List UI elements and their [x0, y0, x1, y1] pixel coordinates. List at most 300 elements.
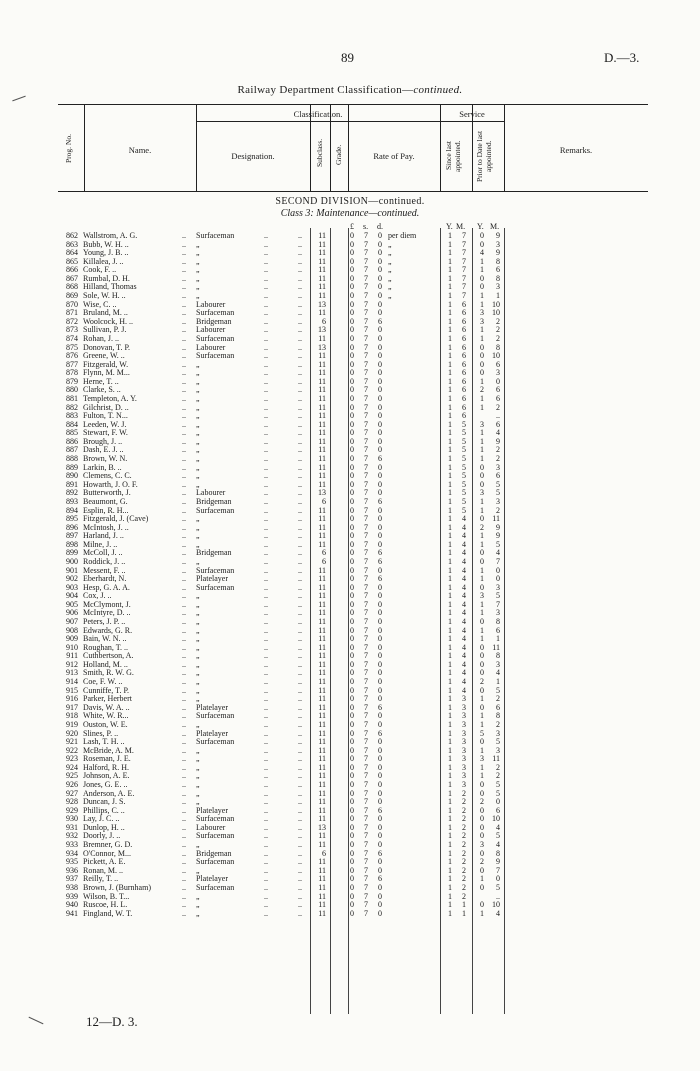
cell-subclass: 11: [318, 694, 326, 704]
cell-name: White, W. R...: [83, 711, 129, 721]
cell-prior-months: 6: [496, 385, 500, 395]
cell-since-months: 2: [462, 831, 466, 841]
table-row: 887 Dash, E. J. .. „ 11 0 7 0 1 5 1 2 .. .. ..: [58, 446, 658, 455]
cell-pay-shillings: 7: [364, 539, 368, 549]
cell-subclass: 11: [318, 411, 326, 421]
cell-pay-pounds: 0: [350, 316, 354, 326]
cell-prior-months: 11: [492, 514, 500, 524]
cell-designation: „: [196, 865, 200, 875]
cell-prior-months: 5: [496, 488, 500, 498]
cell-pay-pounds: 0: [350, 719, 354, 729]
cell-since-months: 6: [462, 376, 466, 386]
cell-since-months: 7: [462, 291, 466, 301]
table-row: 933 Bremner, G. D. „ 11 0 7 0 1 2 3 4 .. .. ..: [58, 841, 658, 850]
cell-since-years: 1: [448, 359, 452, 369]
cell-pay-pounds: 0: [350, 745, 354, 755]
cell-prior-months: 4: [496, 840, 500, 850]
cell-pay-pence: 0: [378, 333, 382, 343]
cell-pay-shillings: 7: [364, 668, 368, 678]
cell-since-years: 1: [448, 428, 452, 438]
cell-prog-no: 929: [66, 805, 78, 815]
cell-since-months: 5: [462, 419, 466, 429]
cell-pay-shillings: 7: [364, 677, 368, 687]
cell-prog-no: 870: [66, 299, 78, 309]
cell-pay-shillings: 7: [364, 634, 368, 644]
cell-prior-months: 3: [496, 745, 500, 755]
cell-prior-months: 9: [496, 522, 500, 532]
table-row: 936 Ronan, M. .. „ 11 0 7 0 1 2 0 7 .. .. ..: [58, 867, 658, 876]
cell-pay-shillings: 7: [364, 282, 368, 292]
table-row: 876 Greene, W. .. Surfaceman 11 0 7 0 1 6 0 10 .. .. ..: [58, 352, 658, 361]
cell-designation: „: [196, 239, 200, 249]
cell-pay-shillings: 7: [364, 900, 368, 910]
cell-pay-pounds: 0: [350, 454, 354, 464]
cell-pay-shillings: 7: [364, 874, 368, 884]
cell-subclass: 11: [318, 428, 326, 438]
cell-since-years: 1: [448, 599, 452, 609]
cell-pay-pence: 0: [378, 531, 382, 541]
cell-prior-months: 10: [492, 299, 500, 309]
header-classification: Classification.: [293, 109, 343, 119]
cell-designation: „: [196, 359, 200, 369]
table-row: 878 Flynn, M. M... „ 11 0 7 0 1 6 0 3 .. .. ..: [58, 369, 658, 378]
cell-prior-months: 9: [496, 436, 500, 446]
cell-pay-pounds: 0: [350, 428, 354, 438]
cell-prior-months: 6: [496, 359, 500, 369]
cell-prog-no: 867: [66, 273, 78, 283]
cell-subclass: 13: [318, 342, 326, 352]
cell-prog-no: 913: [66, 668, 78, 678]
header-grade: Grade.: [334, 144, 343, 166]
cell-pay-pounds: 0: [350, 617, 354, 627]
cell-since-months: 4: [462, 556, 466, 566]
table-row: 941 Fingland, W. T. „ 11 0 7 0 1 1 1 4 .. .. ..: [58, 910, 658, 919]
cell-prior-months: 2: [496, 694, 500, 704]
cell-pay-pounds: 0: [350, 780, 354, 789]
cell-since-years: 1: [448, 376, 452, 386]
cell-subclass: 11: [318, 805, 326, 815]
cell-name: Brown, J. (Burnham): [83, 882, 151, 892]
cell-designation: Surfaceman: [196, 857, 235, 867]
cell-prog-no: 878: [66, 368, 78, 378]
cell-since-years: 1: [448, 273, 452, 283]
page-number: 89: [341, 50, 354, 65]
cell-pay-pence: 6: [378, 702, 382, 712]
cell-since-years: 1: [448, 659, 452, 669]
cell-since-years: 1: [448, 788, 452, 798]
cell-since-months: 2: [462, 840, 466, 850]
cell-designation: „: [196, 376, 200, 386]
cell-pay-shillings: 7: [364, 531, 368, 541]
cell-subclass: 6: [322, 548, 326, 558]
cell-since-months: 7: [462, 265, 466, 275]
cell-pay-pence: 0: [378, 514, 382, 524]
cell-prior-years: 0: [480, 582, 484, 592]
cell-prior-years: 4: [480, 248, 484, 258]
cell-pay-shillings: 7: [364, 299, 368, 309]
cell-name: Bubb, W. H. ..: [83, 239, 129, 249]
table-row: 871 Bruland, M. .. Surfaceman 11 0 7 0 1 6 3 10 .. .. ..: [58, 309, 658, 318]
cell-since-months: 4: [462, 565, 466, 575]
cell-pay-shillings: 7: [364, 788, 368, 798]
cell-pay-pounds: 0: [350, 599, 354, 609]
cell-name: Johnson, A. E.: [83, 771, 130, 781]
cell-designation: Platelayer: [196, 874, 228, 884]
cell-prog-no: 906: [66, 608, 78, 618]
cell-since-years: 1: [448, 728, 452, 738]
cell-pay-pence: 0: [378, 822, 382, 832]
cell-pay-shillings: 7: [364, 771, 368, 781]
cell-name: McBride, A. M.: [83, 745, 134, 755]
cell-prior-months: 2: [496, 505, 500, 515]
cell-designation: „: [196, 385, 200, 395]
cell-name: Parker, Herbert: [83, 694, 132, 704]
cell-designation: „: [196, 428, 200, 438]
cell-subclass: 11: [318, 762, 326, 772]
cell-since-months: 3: [462, 754, 466, 764]
cell-name: Dash, E. J. ..: [83, 445, 124, 455]
cell-since-years: 1: [448, 771, 452, 781]
page-title: [0, 84, 700, 96]
cell-pay-pounds: 0: [350, 668, 354, 678]
cell-pay-pounds: 0: [350, 840, 354, 850]
cell-name: Ouston, W. E.: [83, 719, 128, 729]
cell-prior-years: 1: [480, 771, 484, 781]
cell-designation: „: [196, 291, 200, 301]
cell-pay-pounds: 0: [350, 402, 354, 412]
cell-pay-pounds: 0: [350, 522, 354, 532]
cell-prog-no: 871: [66, 308, 78, 318]
cell-since-months: 6: [462, 299, 466, 309]
cell-pay-pounds: 0: [350, 342, 354, 352]
cell-pay-pounds: 0: [350, 882, 354, 892]
cell-pay-pounds: 0: [350, 900, 354, 910]
cell-prior-years: 3: [480, 754, 484, 764]
cell-pay-pounds: 0: [350, 908, 354, 918]
cell-pay-period: „: [388, 273, 392, 283]
cell-pay-pence: 0: [378, 591, 382, 601]
cell-name: Woolcock, H. ..: [83, 316, 134, 326]
cell-prog-no: 904: [66, 591, 78, 601]
table-row: 939 Wilson, B. T... „ 11 0 7 0 1 2 .. .. .. ..: [58, 893, 658, 902]
footer-signature: 12—D. 3.: [86, 1014, 138, 1029]
cell-subclass: 11: [318, 282, 326, 292]
cell-since-years: 1: [448, 651, 452, 661]
cell-pay-shillings: 7: [364, 419, 368, 429]
cell-pay-shillings: 7: [364, 754, 368, 764]
cell-pay-pence: 6: [378, 574, 382, 584]
cell-designation: Surfaceman: [196, 814, 235, 824]
cell-designation: „: [196, 273, 200, 283]
cell-subclass: 11: [318, 659, 326, 669]
cell-prog-no: 890: [66, 471, 78, 481]
cell-pay-shillings: 7: [364, 711, 368, 721]
cell-prior-years: 1: [480, 436, 484, 446]
cell-designation: „: [196, 539, 200, 549]
cell-designation: Labourer: [196, 325, 226, 335]
cell-name: Sole, W. H. ..: [83, 291, 126, 301]
cell-subclass: 11: [318, 814, 326, 824]
cell-prog-no: 916: [66, 694, 78, 704]
cell-prog-no: 888: [66, 454, 78, 464]
cell-since-years: 1: [448, 231, 452, 240]
cell-pay-pence: 0: [378, 488, 382, 498]
title-main: Railway Department Classification—: [237, 84, 414, 96]
cell-since-years: 1: [448, 634, 452, 644]
cell-since-months: 5: [462, 479, 466, 489]
cell-pay-pence: 0: [378, 831, 382, 841]
cell-pay-pence: 6: [378, 548, 382, 558]
cell-subclass: 11: [318, 419, 326, 429]
cell-subclass: 11: [318, 522, 326, 532]
cell-prog-no: 921: [66, 737, 78, 747]
table-row: 886 Brough, J. .. „ 11 0 7 0 1 5 1 9 .. .. ..: [58, 438, 658, 447]
cell-prog-no: 889: [66, 462, 78, 472]
cell-pay-pounds: 0: [350, 608, 354, 618]
header-rate-of-pay: Rate of Pay.: [373, 151, 415, 161]
cell-subclass: 11: [318, 351, 326, 361]
cell-pay-pence: 0: [378, 762, 382, 772]
cell-prog-no: 938: [66, 882, 78, 892]
cell-name: Fulton, T. N...: [83, 411, 128, 421]
cell-prog-no: 924: [66, 762, 78, 772]
cell-name: Bruland, M. ..: [83, 308, 128, 318]
cell-pay-shillings: 7: [364, 642, 368, 652]
cell-subclass: 13: [318, 822, 326, 832]
cell-subclass: 11: [318, 788, 326, 798]
cell-subclass: 11: [318, 308, 326, 318]
cell-name: Slines, P. ..: [83, 728, 119, 738]
table-row: 879 Herne, T. .. „ 11 0 7 0 1 6 1 0 .. .. ..: [58, 378, 658, 387]
table-row: 909 Bain, W. N. .. „ 11 0 7 0 1 4 1 1 .. .. ..: [58, 635, 658, 644]
table-row: 902 Eberhardt, N. Platelayer 11 0 7 6 1 4 1 0 .. .. ..: [58, 575, 658, 584]
cell-since-months: 5: [462, 488, 466, 498]
table-row: 889 Larkin, B. .. „ 11 0 7 0 1 5 0 3 .. .. ..: [58, 464, 658, 473]
cell-pay-pence: 0: [378, 908, 382, 918]
cell-pay-pounds: 0: [350, 479, 354, 489]
cell-pay-pounds: 0: [350, 591, 354, 601]
table-row: 913 Smith, R. W. G. „ 11 0 7 0 1 4 0 4 .. .. ..: [58, 669, 658, 678]
cell-since-months: 6: [462, 333, 466, 343]
cell-prior-years: 3: [480, 316, 484, 326]
cell-since-months: 2: [462, 788, 466, 798]
table-row: 907 Peters, J. P. .. „ 11 0 7 0 1 4 0 8 .. .. ..: [58, 618, 658, 627]
cell-since-months: 1: [462, 900, 466, 910]
cell-prog-no: 910: [66, 642, 78, 652]
cell-pay-pounds: 0: [350, 548, 354, 558]
cell-since-months: 4: [462, 685, 466, 695]
table-row: 915 Cunniffe, T. P. „ 11 0 7 0 1 4 0 5 .. .. ..: [58, 687, 658, 696]
cell-name: Eberhardt, N.: [83, 574, 127, 584]
cell-pay-pence: 0: [378, 376, 382, 386]
cell-since-months: 6: [462, 359, 466, 369]
cell-name: McClymont, J.: [83, 599, 131, 609]
cell-subclass: 11: [318, 677, 326, 687]
cell-pay-shillings: 7: [364, 505, 368, 515]
cell-since-months: 6: [462, 308, 466, 318]
unit-since-months: M.: [456, 222, 466, 231]
cell-pay-pence: 0: [378, 462, 382, 472]
cell-subclass: 11: [318, 608, 326, 618]
cell-pay-shillings: 7: [364, 651, 368, 661]
cell-prior-months: 8: [496, 342, 500, 352]
cell-since-months: 1: [462, 908, 466, 918]
cell-prog-no: 883: [66, 411, 78, 421]
cell-subclass: 11: [318, 505, 326, 515]
cell-pay-pence: 0: [378, 634, 382, 644]
cell-pay-pence: 0: [378, 291, 382, 301]
cell-since-months: 4: [462, 531, 466, 541]
cell-prior-months: 6: [496, 419, 500, 429]
table-header: [58, 104, 648, 192]
cell-since-months: 4: [462, 582, 466, 592]
cell-name: Hilland, Thomas: [83, 282, 137, 292]
cell-prog-no: 931: [66, 822, 78, 832]
cell-since-years: 1: [448, 882, 452, 892]
cell-pay-pence: 0: [378, 814, 382, 824]
table-row: 867 Rumbal, D. H. „ 11 0 7 0 „ 1 7 0 8 .. .. ..: [58, 275, 658, 284]
cell-prior-months: 2: [496, 762, 500, 772]
cell-prior-months: 5: [496, 780, 500, 789]
cell-prior-months: 1: [496, 677, 500, 687]
cell-since-years: 1: [448, 402, 452, 412]
header-since-last: Since last appointed.: [444, 140, 462, 172]
table-row: 906 McIntyre, D. .. „ 11 0 7 0 1 4 1 3 .. .. ..: [58, 609, 658, 618]
cell-name: Rumbal, D. H.: [83, 273, 130, 283]
cell-pay-pence: 6: [378, 496, 382, 506]
cell-designation: „: [196, 891, 200, 901]
table-row: 874 Rohan, J. .. Surfaceman 11 0 7 0 1 6 1 2 .. .. ..: [58, 335, 658, 344]
cell-prior-years: 2: [480, 522, 484, 532]
cell-since-months: 7: [462, 256, 466, 266]
table-row: 930 Lay, J. C. .. Surfaceman 11 0 7 0 1 2 0 10 .. .. ..: [58, 815, 658, 824]
cell-designation: „: [196, 436, 200, 446]
cell-designation: „: [196, 754, 200, 764]
cell-prior-years: 0: [480, 548, 484, 558]
cell-designation: „: [196, 471, 200, 481]
cell-prog-no: 879: [66, 376, 78, 386]
division-heading: SECOND DIVISION—continued.: [275, 196, 425, 207]
cell-pay-pounds: 0: [350, 325, 354, 335]
cell-since-months: 7: [462, 239, 466, 249]
cell-designation: „: [196, 419, 200, 429]
cell-pay-shillings: 7: [364, 231, 368, 240]
cell-pay-shillings: 7: [364, 762, 368, 772]
cell-prior-months: 3: [496, 659, 500, 669]
cell-designation: „: [196, 454, 200, 464]
cell-subclass: 11: [318, 445, 326, 455]
cell-since-months: 5: [462, 505, 466, 515]
table-row: 937 Reilly, T. .. Platelayer 11 0 7 6 1 2 1 0 .. .. ..: [58, 875, 658, 884]
table-row: 928 Duncan, J. S. „ 11 0 7 0 1 2 2 0 .. .. ..: [58, 798, 658, 807]
cell-prior-years: 1: [480, 402, 484, 412]
cell-pay-pounds: 0: [350, 754, 354, 764]
cell-prog-no: 915: [66, 685, 78, 695]
cell-since-months: 2: [462, 891, 466, 901]
table-row: 912 Holland, M. .. „ 11 0 7 0 1 4 0 3 .. .. ..: [58, 661, 658, 670]
table-row: 932 Doorly, J. .. Surfaceman 11 0 7 0 1 2 0 5 .. .. ..: [58, 832, 658, 841]
cell-prog-no: 919: [66, 719, 78, 729]
cell-pay-pence: 0: [378, 694, 382, 704]
cell-prior-months: 8: [496, 651, 500, 661]
cell-since-years: 1: [448, 299, 452, 309]
cell-pay-pence: 0: [378, 565, 382, 575]
cell-prog-no: 868: [66, 282, 78, 292]
cell-since-years: 1: [448, 762, 452, 772]
cell-since-months: 4: [462, 574, 466, 584]
cell-pay-shillings: 7: [364, 659, 368, 669]
cell-prog-no: 896: [66, 522, 78, 532]
table-row: 896 McIntosh, J. .. „ 11 0 7 0 1 4 2 9 .. .. ..: [58, 524, 658, 533]
cell-prior-years: 1: [480, 599, 484, 609]
cell-designation: „: [196, 522, 200, 532]
cell-pay-pence: 0: [378, 599, 382, 609]
cell-since-months: 4: [462, 599, 466, 609]
cell-designation: „: [196, 462, 200, 472]
cell-designation: „: [196, 479, 200, 489]
cell-pay-pence: 0: [378, 865, 382, 875]
table-row: 918 White, W. R... Surfaceman 11 0 7 0 1 3 1 8 .. .. ..: [58, 712, 658, 721]
cell-since-years: 1: [448, 256, 452, 266]
cell-prog-no: 863: [66, 239, 78, 249]
cell-subclass: 13: [318, 325, 326, 335]
cell-subclass: 11: [318, 642, 326, 652]
cell-prog-no: 909: [66, 634, 78, 644]
cell-pay-shillings: 7: [364, 591, 368, 601]
cell-designation: Bridgeman: [196, 848, 232, 858]
cell-pay-pence: 0: [378, 882, 382, 892]
cell-pay-pounds: 0: [350, 333, 354, 343]
cell-since-years: 1: [448, 848, 452, 858]
cell-pay-pounds: 0: [350, 874, 354, 884]
cell-designation: „: [196, 788, 200, 798]
cell-subclass: 11: [318, 651, 326, 661]
cell-pay-shillings: 7: [364, 436, 368, 446]
cell-name: Brown, W. N.: [83, 454, 128, 464]
cell-prior-years: 0: [480, 651, 484, 661]
cell-pay-shillings: 7: [364, 376, 368, 386]
cell-prior-months: 5: [496, 479, 500, 489]
unit-since-years: Y.: [446, 222, 453, 231]
cell-subclass: 11: [318, 737, 326, 747]
unit-shillings: s.: [363, 222, 369, 231]
header-subclass: Subclass.: [315, 138, 324, 168]
cell-pay-pounds: 0: [350, 514, 354, 524]
cell-name: Gilchrist, D. ..: [83, 402, 129, 412]
cell-since-months: 7: [462, 273, 466, 283]
cell-designation: Platelayer: [196, 805, 228, 815]
cell-pay-pence: 0: [378, 642, 382, 652]
cell-pay-pence: 6: [378, 805, 382, 815]
cell-pay-shillings: 7: [364, 737, 368, 747]
cell-subclass: 6: [322, 556, 326, 566]
cell-since-months: 4: [462, 642, 466, 652]
cell-pay-pence: 6: [378, 556, 382, 566]
cell-subclass: 11: [318, 462, 326, 472]
cell-prior-years: 2: [480, 385, 484, 395]
cell-since-months: 3: [462, 702, 466, 712]
cell-designation: „: [196, 556, 200, 566]
cell-prior-years: 2: [480, 857, 484, 867]
cell-prior-years: 0: [480, 685, 484, 695]
cell-pay-shillings: 7: [364, 797, 368, 807]
cell-since-years: 1: [448, 419, 452, 429]
cell-designation: Labourer: [196, 488, 226, 498]
cell-since-months: 3: [462, 745, 466, 755]
cell-pay-pence: 0: [378, 471, 382, 481]
cell-prior-months: 10: [492, 900, 500, 910]
cell-pay-pence: 0: [378, 891, 382, 901]
